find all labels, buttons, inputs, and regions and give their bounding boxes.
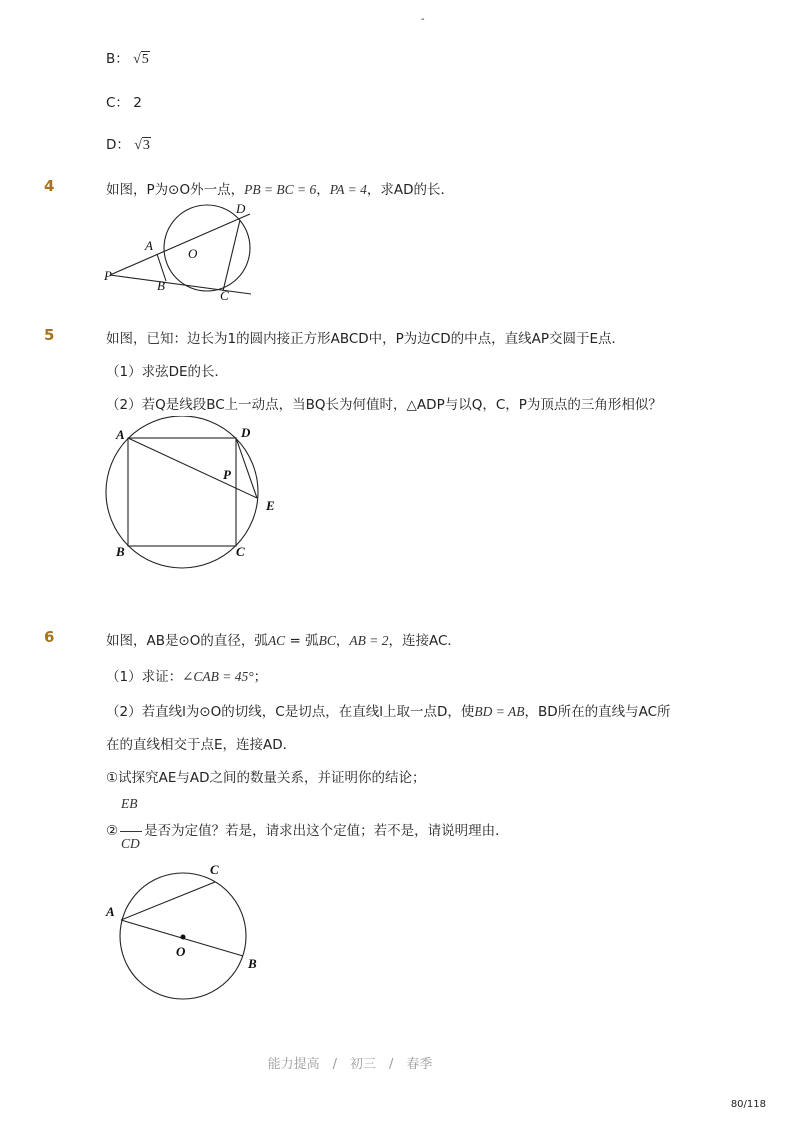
q5-line-ae (128, 438, 257, 498)
option-b (106, 47, 150, 68)
question-5-number: 5 (44, 326, 55, 344)
question-4-number: 4 (44, 177, 55, 195)
question-5-stem: 如图，已知：边长为1的圆内接正方形ABCD中，P为边CD的中点，直线AP交圆于E点． (106, 331, 626, 347)
option-d-radicand: 3 (142, 138, 150, 153)
option-c-value: 2 (133, 95, 142, 111)
q6-label-b: B (248, 956, 257, 971)
q5-label-b: B (116, 544, 125, 559)
option-b-value: √5 (133, 52, 149, 67)
q6-part1-a: （1）求证： (106, 669, 183, 685)
q6-label-c: C (210, 862, 219, 877)
q4-math-a: PB = BC = 6 (244, 182, 317, 197)
page-number: 80/118 (730, 1099, 766, 1110)
question-5-part-2: （2）若Q是线段BC上一动点，当BQ长为何值时，△ADP与以Q，C，P为顶点的三角形相似？ (106, 397, 662, 413)
question-6-sub-1: ①试探究AE与AD之间的数量关系，并证明你的结论； (106, 770, 426, 786)
q4-label-b: B (157, 278, 165, 293)
question-4-figure (100, 198, 260, 304)
q4-math-b: PA = 4 (329, 182, 367, 197)
option-d-label: D： (106, 137, 130, 153)
q4-text-a: 如图，P为⊙O外一点， (106, 182, 245, 198)
q4-label-a: A (145, 238, 153, 253)
q4-label-c: C (220, 288, 229, 303)
q5-label-c: C (236, 544, 245, 559)
q6-center-dot (181, 935, 186, 940)
q6-sub2-text: 是否为定值？若是，请求出这个定值；若不是，请说明理由． (144, 823, 509, 839)
q6-fraction-bar (120, 831, 142, 832)
q6-math-a: AC (267, 633, 286, 648)
q4-text-b: ， (316, 182, 330, 198)
option-b-label: B： (106, 51, 129, 67)
q6-part1-b: ； (253, 669, 268, 685)
q6-math-b: BC (318, 633, 336, 648)
option-c-label: C： (106, 95, 129, 111)
question-6-number: 6 (44, 628, 55, 646)
question-6-stem (106, 629, 461, 649)
question-6-figure (100, 852, 270, 1004)
q6-stem-a: 如图，AB是⊙O的直径，弧 (106, 633, 268, 649)
option-d-value: √3 (134, 138, 150, 153)
top-mark: - (421, 14, 425, 25)
q6-label-a: A (106, 904, 115, 919)
q4-label-o: O (188, 246, 198, 261)
question-5-figure (100, 416, 290, 574)
q5-square (128, 438, 236, 546)
q5-label-d: D (241, 425, 251, 440)
question-6-sub-2 (106, 819, 509, 839)
option-d (106, 133, 151, 154)
q6-part1-math: ∠CAB = 45° (182, 669, 254, 684)
option-b-radicand: 5 (141, 52, 149, 67)
footer-breadcrumb: 能力提高 / 初三 / 春季 (267, 1057, 433, 1072)
q6-fraction-denominator: CD (121, 836, 140, 851)
q6-part2-a: （2）若直线l为⊙O的切线，C是切点，在直线l上取一点D，使 (106, 704, 475, 720)
q6-stem-b: = 弧 (285, 633, 319, 649)
q6-fraction-numerator: EB (121, 796, 138, 811)
q4-chord-dc (223, 220, 240, 291)
q4-circle (164, 205, 250, 291)
q6-label-o: O (176, 944, 186, 959)
q5-label-e: E (266, 498, 275, 513)
question-4-stem (106, 178, 454, 198)
q6-stem-c: ， (335, 633, 350, 649)
q4-text-c: ，求AD的长． (366, 182, 455, 198)
option-c (106, 91, 142, 111)
q6-part2-b: ，BD所在的直线与AC所 (524, 704, 671, 720)
q6-sub2-prefix: ② (106, 823, 119, 839)
question-6-part-2-line-2: 在的直线相交于点E，连接AD． (106, 737, 297, 753)
question-5-part-1: （1）求弦DE的长． (106, 364, 229, 380)
q4-label-d: D (236, 201, 246, 216)
question-6-part-1 (106, 665, 267, 685)
q6-part2-math: BD = AB (474, 704, 525, 719)
question-6-part-2 (106, 700, 671, 720)
q4-label-p: P (104, 268, 112, 283)
q6-chord-ac (121, 882, 215, 920)
q5-label-p: P (223, 467, 231, 482)
q5-label-a: A (116, 427, 125, 442)
q6-math-c: AB = 2 (349, 633, 389, 648)
q6-stem-d: ，连接AC． (388, 633, 461, 649)
